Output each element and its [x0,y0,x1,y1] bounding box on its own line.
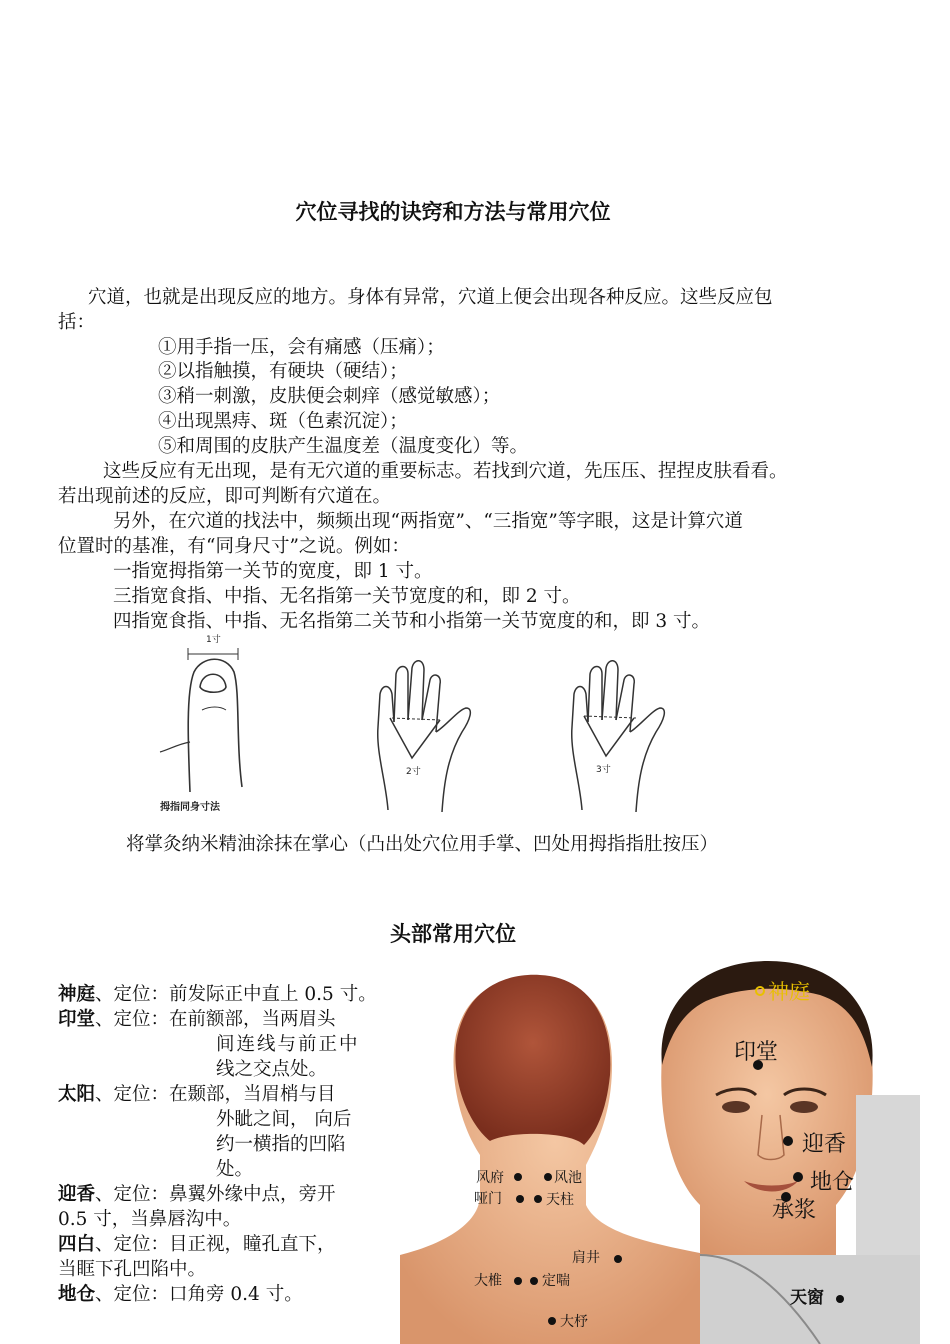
label-chengjiang: 承浆 [772,1198,817,1223]
paragraph-line: 这些反应有无出现，是有无穴道的重要标志。若找到穴道，先压压、捏捏皮肤看看。 [103,461,788,482]
hand-three-finger-illustration [572,661,665,812]
label-dicang: 地仓 [810,1170,855,1195]
label-jianjing: 肩井 [572,1250,600,1266]
point-desc-cont: 间连线与前正中 [216,1034,360,1055]
point-name: 太阳 [58,1084,96,1105]
paragraph-line: 若出现前述的反应，即可判断有穴道在。 [58,486,392,507]
section-title: 头部常用穴位 [390,921,516,946]
label-dazhu: 大杼 [560,1314,588,1330]
reaction-item: ①用手指一压，会有痛感（压痛）； [158,337,445,358]
reaction-item: ④出现黑痔、斑（色素沉淀）； [158,411,408,432]
measure-item: 四指宽食指、中指、无名指第二关节和小指第一关节宽度的和，即 3 寸。 [113,611,711,632]
figure-caption: 将掌灸纳米精油涂抹在掌心（凸出处穴位用手掌、凹处用拇指指肚按压） [126,834,719,855]
point-sibai [58,1232,336,1257]
point-desc: 、定位：在前额部，当两眉头 [95,1009,336,1030]
point-desc: 、定位：口角旁 0.4 寸。 [95,1284,303,1305]
point-desc-cont: 外眦之间， 向后 [216,1109,352,1130]
measure-item: 一指宽拇指第一关节的宽度，即 1 寸。 [113,561,433,582]
point-desc-cont: 约一横指的凹陷 [216,1134,346,1155]
hand2-label: 2寸 [406,767,421,777]
point-desc-cont: 当眶下孔凹陷中。 [58,1259,207,1280]
point-taiyang [58,1082,336,1107]
point-name: 神庭 [58,984,96,1005]
intro-line: 穴道，也就是出现反应的地方。身体有异常，穴道上便会出现各种反应。这些反应包 [88,287,773,308]
label-fengfu: 风府 [476,1170,504,1186]
point-name: 印堂 [58,1009,96,1030]
thumb-top-label: 1寸 [206,635,221,645]
point-dicang [58,1282,303,1307]
measure-item: 三指宽食指、中指、无名指第一关节宽度的和，即 2 寸。 [113,586,581,607]
intro-line: 括： [58,312,96,333]
point-shenting [58,982,377,1007]
point-desc: 、定位：在颞部，当眉梢与目 [95,1084,336,1105]
paragraph-line: 另外，在穴道的找法中，频频出现“两指宽”、“三指宽”等字眼，这是计算穴道 [113,511,743,532]
head-acupoints-figure [400,955,920,1344]
reaction-item: ③稍一刺激，皮肤便会刺痒（感觉敏感）； [158,386,501,407]
label-shenting: 神庭 [768,980,810,1004]
point-yintang [58,1007,336,1032]
point-name: 四白 [58,1234,96,1255]
finger-measure-figure [150,632,690,822]
label-tianchuang: 天窗 [790,1288,824,1308]
page-title: 穴位寻找的诀窍和方法与常用穴位 [295,199,611,224]
point-desc: 、定位：鼻翼外缘中点，旁开 [95,1184,336,1205]
label-tianzhu: 天柱 [546,1192,574,1208]
point-yingxiang [58,1182,336,1207]
point-name: 地仓 [58,1284,96,1305]
paragraph-line: 位置时的基准，有“同身尺寸”之说。例如： [58,536,410,557]
point-name: 迎香 [58,1184,96,1205]
point-desc-cont: 处。 [216,1159,254,1180]
point-desc-cont: 0.5 寸，当鼻唇沟中。 [58,1209,242,1230]
point-desc: 、定位：目正视，瞳孔直下， [95,1234,336,1255]
point-desc: 、定位：前发际正中直上 0.5 寸。 [95,984,377,1005]
label-yintang: 印堂 [734,1040,779,1065]
thumb-caption: 拇指同身寸法 [160,802,220,813]
point-desc-cont: 线之交点处。 [216,1059,328,1080]
reaction-item: ⑤和周围的皮肤产生温度差（温度变化）等。 [158,436,529,457]
label-yamen: 哑门 [474,1191,502,1207]
hand-two-finger-illustration [378,661,471,812]
reaction-item: ②以指触摸，有硬块（硬结）； [158,361,408,382]
thumb-illustration [160,648,242,792]
label-dingchuan: 定喘 [542,1273,570,1289]
hand3-label: 3寸 [596,765,611,775]
label-fengchi: 风池 [554,1170,582,1186]
label-dazhui: 大椎 [474,1273,502,1289]
label-yingxiang: 迎香 [802,1132,847,1157]
